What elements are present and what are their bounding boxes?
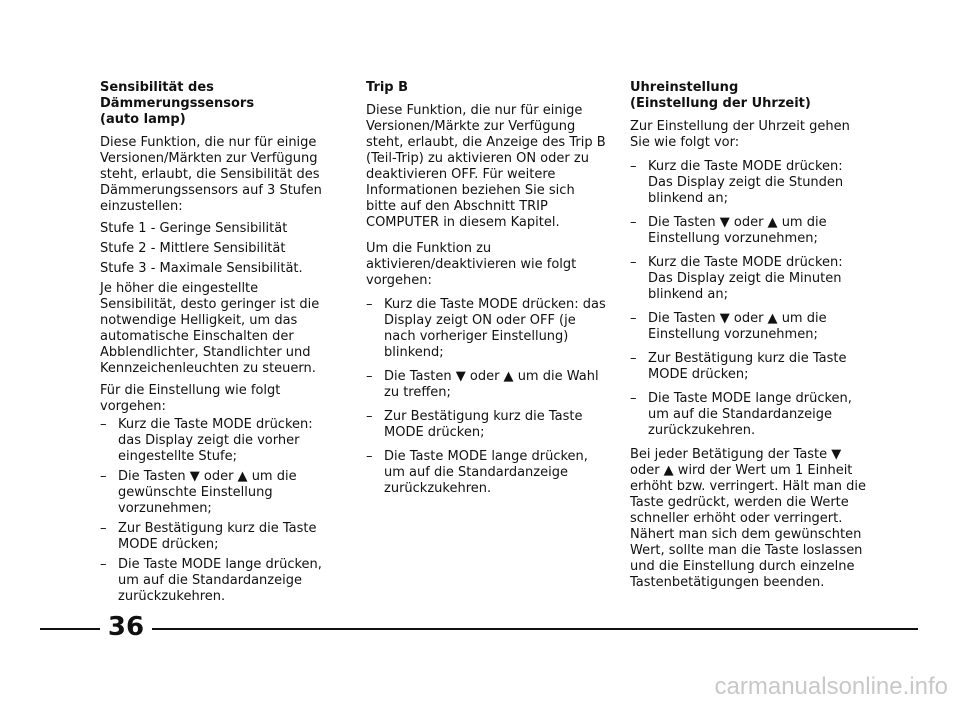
dash-mark: – bbox=[630, 351, 637, 366]
dash-mark: – bbox=[100, 557, 107, 572]
paragraph: Stufe 1 - Geringe Sensibilität bbox=[100, 221, 288, 236]
step-list bbox=[100, 417, 332, 605]
dash-mark: – bbox=[100, 521, 107, 536]
list-item bbox=[100, 469, 332, 517]
list-item-text: Zur Bestätigung kurz die Taste MODE drücken; bbox=[118, 521, 317, 552]
list-item bbox=[630, 351, 870, 383]
paragraph: Um die Funktion zu aktivieren/deaktivieren wie folgt vorgehen: bbox=[366, 241, 577, 288]
paragraph: Bei jeder Betätigung der Taste ▼ oder ▲ wird der Wert um 1 Einheit erhöht bzw. verringert. Hält man die Taste gedrückt, werden die Werte schneller erhöht oder verringert. Nähert man sich dem gewünschten Wert, sollte man die Taste loslassen und die Einstellung durch einzelne Tastenbetätigungen beenden. bbox=[630, 447, 866, 590]
list-item-text: Kurz die Taste MODE drücken: Das Display zeigt die Minuten blinkend an; bbox=[648, 255, 843, 302]
heading-line: Dämmerungssensors bbox=[100, 96, 255, 111]
paragraph: Diese Funktion, die nur für einige Versionen/Märkten zur Verfügung steht, erlaubt, die Sensibilität des Dämmerungssensors auf 3 Stufen einzustellen: bbox=[100, 135, 322, 214]
paragraph: Für die Einstellung wie folgt vorgehen: bbox=[100, 383, 281, 414]
list-item bbox=[366, 449, 606, 497]
list-item bbox=[366, 297, 606, 361]
dash-mark: – bbox=[366, 297, 373, 312]
list-item bbox=[630, 159, 870, 207]
paragraph: Zur Einstellung der Uhrzeit gehen Sie wie folgt vor: bbox=[630, 119, 850, 150]
list-item bbox=[630, 311, 870, 343]
list-item-text: Kurz die Taste MODE drücken: das Display zeigt ON oder OFF (je nach vorheriger Einstellung) blinkend; bbox=[384, 297, 606, 360]
list-item-text: Die Taste MODE lange drücken, um auf die Standardanzeige zurückzukehren. bbox=[648, 391, 852, 438]
dash-mark: – bbox=[630, 255, 637, 270]
dash-mark: – bbox=[366, 369, 373, 384]
heading-clock-setting bbox=[630, 80, 870, 112]
list-item-text: Kurz die Taste MODE drücken: das Display zeigt die vorher eingestellte Stufe; bbox=[118, 417, 313, 464]
dash-mark: – bbox=[366, 449, 373, 464]
list-item bbox=[100, 417, 332, 465]
step-list bbox=[630, 159, 870, 439]
list-item bbox=[100, 521, 332, 553]
paragraph: Stufe 3 - Maximale Sensibilität. bbox=[100, 261, 303, 276]
page-number: 36 bbox=[107, 612, 145, 642]
list-item bbox=[630, 215, 870, 247]
footer-rule-right bbox=[152, 628, 918, 630]
step-list bbox=[366, 297, 606, 497]
list-item-text: Die Tasten ▼ oder ▲ um die Wahl zu treffen; bbox=[384, 369, 599, 400]
list-item-text: Die Tasten ▼ oder ▲ um die Einstellung vorzunehmen; bbox=[648, 311, 827, 342]
dash-mark: – bbox=[630, 311, 637, 326]
list-item bbox=[366, 369, 606, 401]
heading-auto-lamp bbox=[100, 80, 332, 128]
heading-line: (auto lamp) bbox=[100, 112, 186, 127]
list-item-text: Die Taste MODE lange drücken, um auf die Standardanzeige zurückzukehren. bbox=[118, 557, 322, 604]
list-item bbox=[630, 255, 870, 303]
dash-mark: – bbox=[630, 215, 637, 230]
dash-mark: – bbox=[100, 469, 107, 484]
heading-line: (Einstellung der Uhrzeit) bbox=[630, 96, 811, 111]
list-item-text: Kurz die Taste MODE drücken: Das Display zeigt die Stunden blinkend an; bbox=[648, 159, 844, 206]
list-item-text: Die Taste MODE lange drücken, um auf die Standardanzeige zurückzukehren. bbox=[384, 449, 588, 496]
heading-trip-b: Trip B bbox=[366, 80, 409, 95]
paragraph: Diese Funktion, die nur für einige Versionen/Märkte zur Verfügung steht, erlaubt, die Anzeige des Trip B (Teil-Trip) zu aktivieren ON oder zu deaktivieren OFF. Für weitere Informationen beziehen Sie sich bitte auf den Abschnitt TRIP COMPUTER in diesem Kapitel. bbox=[366, 103, 606, 230]
column-auto-lamp bbox=[100, 80, 332, 609]
list-item-text: Zur Bestätigung kurz die Taste MODE drücken; bbox=[648, 351, 847, 382]
list-item bbox=[366, 409, 606, 441]
dash-mark: – bbox=[366, 409, 373, 424]
list-item bbox=[630, 391, 870, 439]
paragraph: Stufe 2 - Mittlere Sensibilität bbox=[100, 241, 286, 256]
dash-mark: – bbox=[630, 391, 637, 406]
list-item-text: Die Tasten ▼ oder ▲ um die Einstellung vorzunehmen; bbox=[648, 215, 827, 246]
dash-mark: – bbox=[630, 159, 637, 174]
column-clock-setting bbox=[630, 80, 870, 597]
heading-line: Sensibilität des bbox=[100, 80, 214, 95]
list-item bbox=[100, 557, 332, 605]
dash-mark: – bbox=[100, 417, 107, 432]
heading-line: Uhreinstellung bbox=[630, 80, 739, 95]
list-item-text: Die Tasten ▼ oder ▲ um die gewünschte Einstellung vorzunehmen; bbox=[118, 469, 297, 516]
column-trip-b bbox=[366, 80, 606, 505]
list-item-text: Zur Bestätigung kurz die Taste MODE drücken; bbox=[384, 409, 583, 440]
watermark: carmanualsonline.info bbox=[714, 673, 948, 700]
footer-rule-left bbox=[40, 628, 100, 630]
paragraph: Je höher die eingestellte Sensibilität, desto geringer ist die notwendige Helligkeit, um das automatische Einschalten der Abblendlichter, Standlichter und Kennzeichenleuchten zu steuern. bbox=[100, 281, 320, 376]
